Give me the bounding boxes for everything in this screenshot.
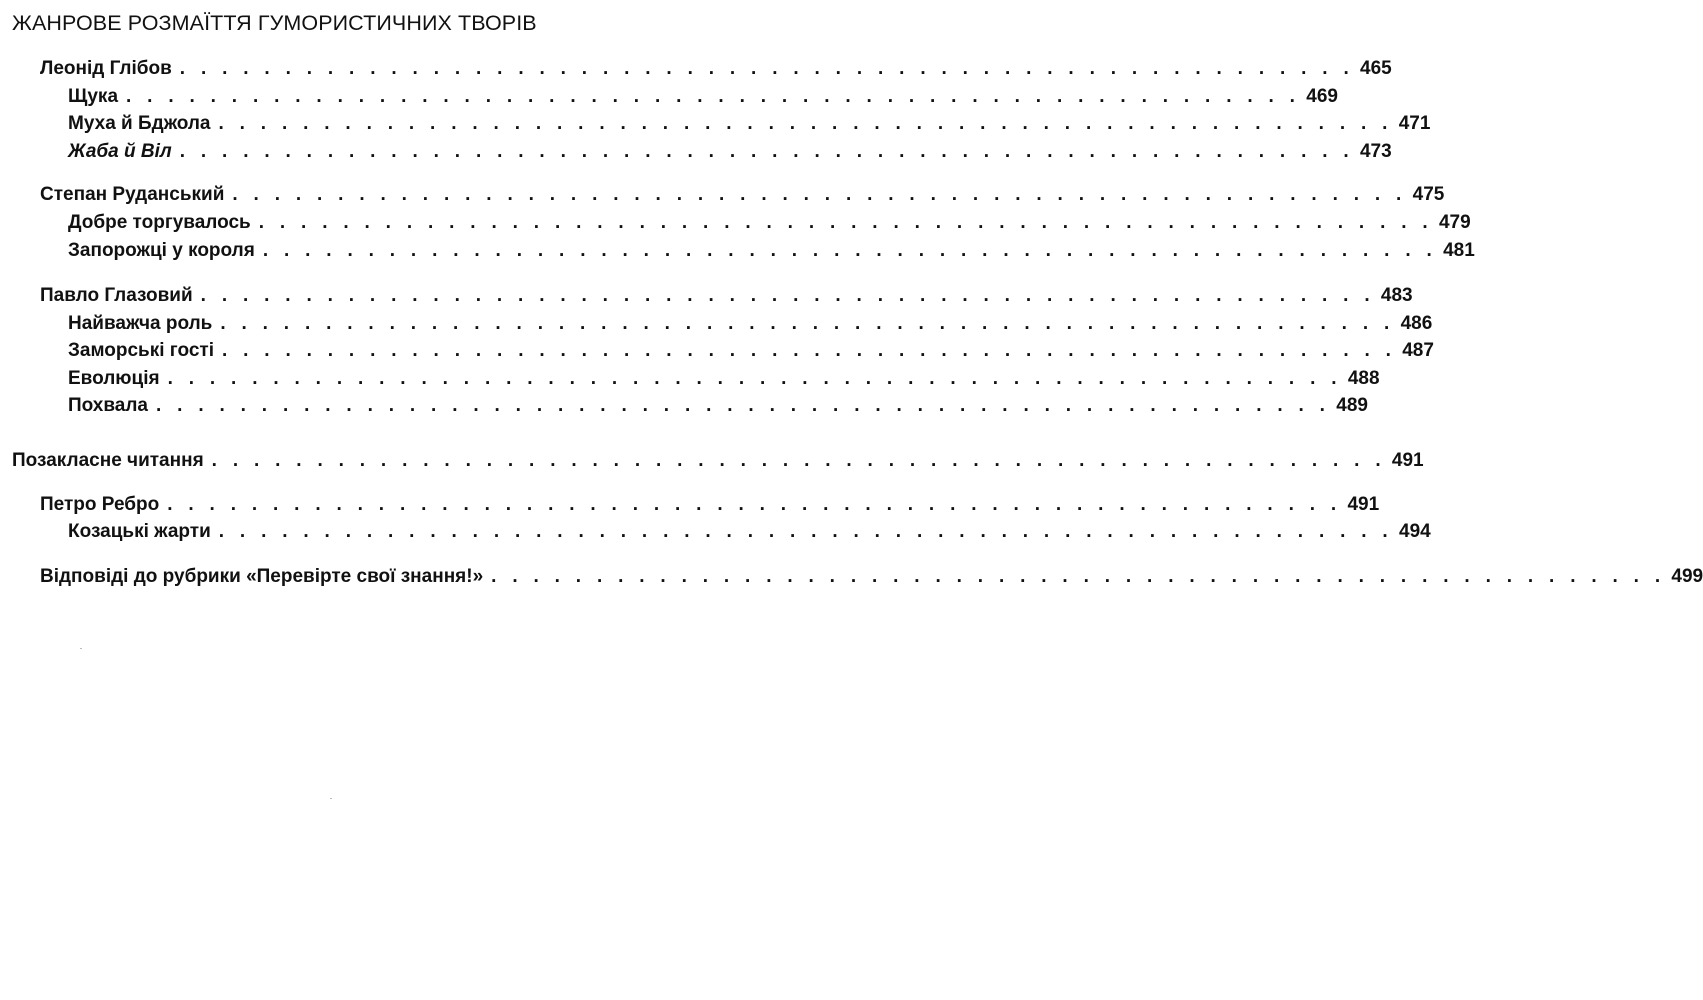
toc-entry [40, 491, 1380, 519]
toc-entry [68, 237, 1475, 265]
toc-entry-title: Відповіді до рубрики «Перевірте свої знання!» [40, 566, 484, 587]
toc-entry-title: Леонід Глібов [40, 58, 172, 79]
toc-entry [68, 337, 1434, 365]
toc-entry-title: Степан Руданський [40, 184, 225, 205]
toc-entry [68, 310, 1433, 338]
toc-page-number: 479 [1438, 212, 1471, 233]
toc-leader-dots: . . . . . . . . . . . . . . . . . . . . . . . . . . . . . . . . . . . . . . . . . . . . . . . . . . . . . . . . [491, 566, 1666, 587]
scan-speck [80, 648, 82, 649]
toc-entry-title: Муха й Бджола [68, 113, 211, 134]
toc-page-number: 471 [1398, 113, 1431, 134]
toc-entry [40, 55, 1392, 83]
toc-page-number: 473 [1359, 141, 1392, 162]
toc-entry-title: Павло Глазовий [40, 285, 193, 306]
toc-entry-title: Добре торгувалось [68, 212, 251, 233]
toc-entry-title: Позакласне читання [12, 450, 204, 471]
toc-page-number: 481 [1443, 240, 1475, 261]
toc-leader-dots: . . . . . . . . . . . . . . . . . . . . . . . . . . . . . . . . . . . . . . . . . . . . . . . . . . . . . . . . [179, 58, 1355, 79]
toc-page-number: 489 [1336, 395, 1368, 416]
toc-entry-title: Запорожці у короля [68, 240, 255, 261]
toc-leader-dots: . . . . . . . . . . . . . . . . . . . . . . . . . . . . . . . . . . . . . . . . . . . . . . . . . . . . . . . . [218, 113, 1393, 134]
toc-leader-dots: . . . . . . . . . . . . . . . . . . . . . . . . . . . . . . . . . . . . . . . . . . . . . . . . . . . . . . . . [167, 368, 1342, 389]
toc-entry-title: Похвала [68, 395, 148, 416]
toc-entry-title: Найважча роль [68, 313, 213, 334]
toc-page-number: 488 [1347, 368, 1380, 389]
toc-entry [68, 110, 1431, 138]
toc-leader-dots: . . . . . . . . . . . . . . . . . . . . . . . . . . . . . . . . . . . . . . . . . . . . . . . . . . . . . . . . [262, 240, 1438, 261]
toc-leader-dots: . . . . . . . . . . . . . . . . . . . . . . . . . . . . . . . . . . . . . . . . . . . . . . . . . . . . . . . . [211, 450, 1386, 471]
toc-page-number: 499 [1671, 566, 1703, 587]
toc-page-number: 486 [1400, 313, 1433, 334]
toc-entry [40, 563, 1703, 591]
toc-entry-title: Заморські гості [68, 340, 214, 361]
section-title: ЖАНРОВЕ РОЗМАЇТТЯ ГУМОРИСТИЧНИХ ТВОРІВ [12, 11, 537, 35]
toc-leader-dots: . . . . . . . . . . . . . . . . . . . . . . . . . . . . . . . . . . . . . . . . . . . . . . . . . . . . . . . . [167, 494, 1342, 515]
toc-leader-dots: . . . . . . . . . . . . . . . . . . . . . . . . . . . . . . . . . . . . . . . . . . . . . . . . . . . . . . . . [220, 313, 1395, 334]
toc-entry-title: Петро Ребро [40, 494, 160, 515]
toc-page-number: 487 [1402, 340, 1434, 361]
toc-entry [68, 518, 1431, 546]
toc-page-number: 491 [1347, 494, 1380, 515]
toc-entry-title: Щука [68, 86, 119, 107]
toc-page-number: 469 [1306, 86, 1338, 107]
toc-entry [68, 392, 1368, 420]
toc-leader-dots: . . . . . . . . . . . . . . . . . . . . . . . . . . . . . . . . . . . . . . . . . . . . . . . . . . . . . . . . [232, 184, 1407, 205]
toc-page-number: 483 [1380, 285, 1413, 306]
toc-leader-dots: . . . . . . . . . . . . . . . . . . . . . . . . . . . . . . . . . . . . . . . . . . . . . . . . . . . . . . . . [156, 395, 1331, 416]
toc-leader-dots: . . . . . . . . . . . . . . . . . . . . . . . . . . . . . . . . . . . . . . . . . . . . . . . . . . . . . . . . [258, 212, 1433, 233]
toc-leader-dots: . . . . . . . . . . . . . . . . . . . . . . . . . . . . . . . . . . . . . . . . . . . . . . . . . . . . . . . . [126, 86, 1301, 107]
toc-entry [68, 365, 1380, 393]
scan-speck [330, 798, 332, 799]
toc-entry-title: Жаба й Віл [68, 141, 172, 162]
toc-entry [68, 138, 1392, 166]
toc-entry [12, 447, 1424, 475]
toc-entry-title: Козацькі жарти [68, 521, 211, 542]
toc-leader-dots: . . . . . . . . . . . . . . . . . . . . . . . . . . . . . . . . . . . . . . . . . . . . . . . . . . . . . . . . [218, 521, 1394, 542]
toc-leader-dots: . . . . . . . . . . . . . . . . . . . . . . . . . . . . . . . . . . . . . . . . . . . . . . . . . . . . . . . . [200, 285, 1375, 306]
toc-leader-dots: . . . . . . . . . . . . . . . . . . . . . . . . . . . . . . . . . . . . . . . . . . . . . . . . . . . . . . . . [179, 141, 1354, 162]
toc-entry-title: Еволюція [68, 368, 160, 389]
toc-entry [40, 282, 1413, 310]
toc-page-number: 491 [1391, 450, 1424, 471]
toc-leader-dots: . . . . . . . . . . . . . . . . . . . . . . . . . . . . . . . . . . . . . . . . . . . . . . . . . . . . . . . . [221, 340, 1397, 361]
toc-page-number: 494 [1399, 521, 1431, 542]
toc-entry [68, 83, 1338, 111]
toc-entry [40, 181, 1445, 209]
toc-page-number: 465 [1360, 58, 1392, 79]
toc-entry [68, 209, 1471, 237]
toc-page-number: 475 [1412, 184, 1445, 205]
